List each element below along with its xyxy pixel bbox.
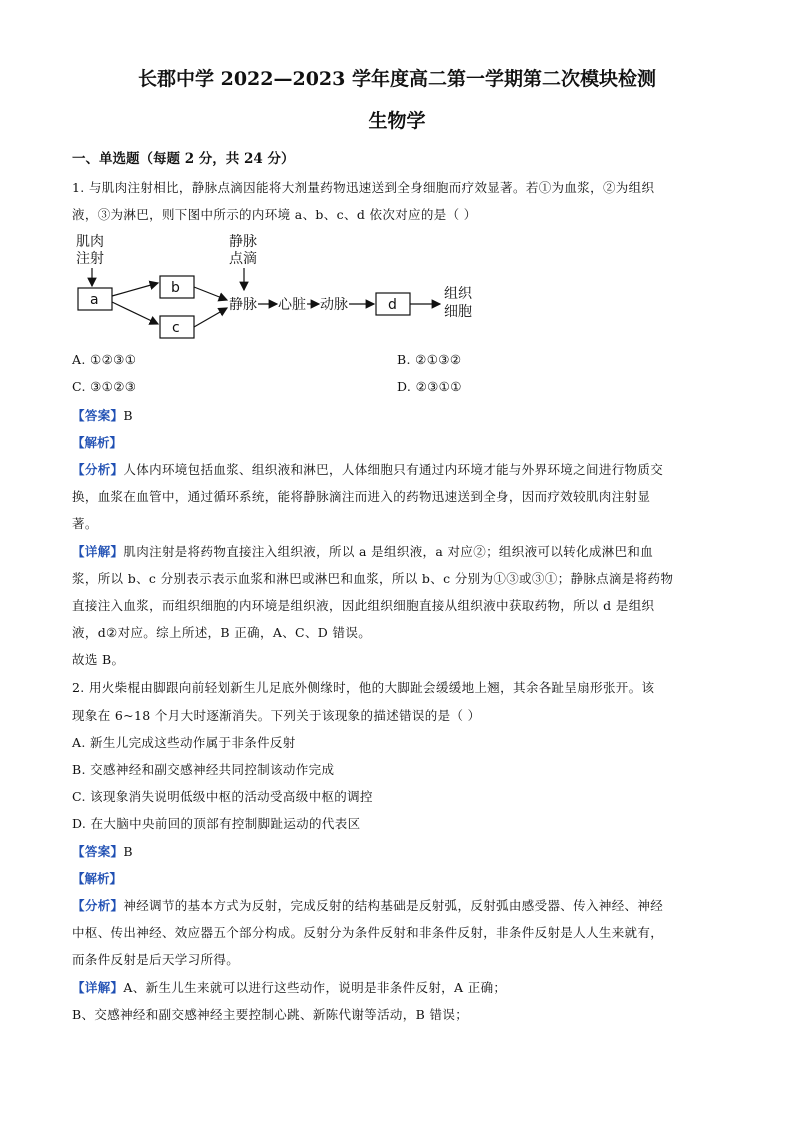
detail-tag: 【详解】 <box>72 544 124 559</box>
q1-stem-line2: 液，③为淋巴，则下图中所示的内环境 a、b、c、d 依次对应的是（ ） <box>72 207 477 222</box>
q1-detail-line1 <box>72 542 653 560</box>
answer-value: B <box>123 844 133 859</box>
q1-fenxi-line2: 换，血浆在血管中，通过循环系统，能将静脉滴注而进入的药物迅速送到全身，因而疗效较肌肉注射显 <box>72 489 651 504</box>
detail-text: 肌肉注射是将药物直接注入组织液，所以 a 是组织液，a 对应②；组织液可以转化成淋巴和血 <box>123 544 654 559</box>
box-b-label: b <box>171 280 180 296</box>
diagram-tissue-2: 细胞 <box>444 304 472 320</box>
answer-value: B <box>123 408 133 423</box>
detail-text: A、新生儿生来就可以进行这些动作，说明是非条件反射，A 正确； <box>123 980 507 995</box>
q1-detail-line3: 直接注入血浆，而组织细胞的内环境是组织液，因此组织细胞直接从组织液中获取药物，所以 d 是组织 <box>72 598 655 613</box>
q2-option-b: B. 交感神经和副交感神经共同控制该动作完成 <box>72 762 335 777</box>
diagram-artery: 动脉 <box>320 297 348 313</box>
answer-tag: 【答案】 <box>72 844 124 859</box>
q1-answer <box>72 406 133 424</box>
subject-title: 生物学 <box>368 110 426 132</box>
q2-fenxi-line2: 中枢、传出神经、效应器五个部分构成。反射分为条件反射和非条件反射，非条件反射是人人生来就有， <box>72 925 664 940</box>
diagram-label-iv-1: 静脉 <box>229 234 257 250</box>
q2-answer <box>72 842 133 860</box>
q1-option-a: A. ①②③① <box>72 352 137 367</box>
q1-option-d: D. ②③①① <box>397 379 462 394</box>
q2-fenxi-line3: 而条件反射是后天学习所得。 <box>72 952 240 967</box>
detail-tag: 【详解】 <box>72 980 124 995</box>
q1-conclusion: 故选 B。 <box>72 652 125 667</box>
diagram-vein: 静脉 <box>229 297 257 313</box>
box-a-label: a <box>90 292 99 308</box>
box-c-label: c <box>172 320 180 336</box>
q2-detail-line2: B、交感神经和副交感神经主要控制心跳、新陈代谢等活动，B 错误； <box>72 1007 469 1022</box>
answer-tag: 【答案】 <box>72 408 124 423</box>
q1-detail-line4: 液，d②对应。综上所述，B 正确，A、C、D 错误。 <box>72 625 372 640</box>
q1-option-b: B. ②①③② <box>397 352 462 367</box>
q2-stem-line2: 现象在 6~18 个月大时逐渐消失。下列关于该现象的描述错误的是（ ） <box>72 708 481 723</box>
q2-option-a: A. 新生儿完成这些动作属于非条件反射 <box>72 735 296 750</box>
q2-stem-line1: 2. 用火柴棍由脚跟向前轻划新生儿足底外侧缘时，他的大脚趾会缓缓地上翘，其余各趾呈扇形张开。该 <box>72 680 655 695</box>
q2-detail-line1 <box>72 978 506 996</box>
section-heading: 一、单选题（每题 2 分，共 24 分） <box>72 151 295 167</box>
q1-detail-line2: 浆，所以 b、c 分别表示表示血浆和淋巴或淋巴和血浆，所以 b、c 分别为①③或③①；静脉点滴是将药物 <box>72 571 674 586</box>
fenxi-text: 神经调节的基本方式为反射，完成反射的结构基础是反射弧，反射弧由感受器、传入神经、神经 <box>123 898 664 913</box>
q1-option-c: C. ③①②③ <box>72 379 137 394</box>
page-title: 长郡中学 2022—2023 学年度高二第一学期第二次模块检测 <box>138 68 656 90</box>
arrow-a-to-c <box>112 302 158 324</box>
arrow-a-to-b <box>112 283 158 296</box>
fenxi-tag: 【分析】 <box>72 462 124 477</box>
arrow-c-to-vein <box>194 308 227 327</box>
q1-fenxi-line1 <box>72 460 663 478</box>
fenxi-tag: 【分析】 <box>72 898 124 913</box>
box-d-label: d <box>388 297 397 313</box>
q2-option-c: C. 该现象消失说明低级中枢的活动受高级中枢的调控 <box>72 789 373 804</box>
q2-fenxi-line1 <box>72 896 663 914</box>
q1-fenxi-line3: 著。 <box>72 516 98 531</box>
fenxi-text: 人体内环境包括血浆、组织液和淋巴，人体细胞只有通过内环境才能与外界环境之间进行物质交 <box>123 462 664 477</box>
diagram-label-intramuscular-2: 注射 <box>76 251 104 267</box>
q1-stem-line1: 1. 与肌肉注射相比，静脉点滴因能将大剂量药物迅速送到全身细胞而疗效显著。若①为血浆，②为组织 <box>72 180 655 195</box>
q2-analysis-tag: 【解析】 <box>72 871 123 886</box>
arrow-b-to-vein <box>194 287 227 300</box>
diagram-tissue-1: 组织 <box>444 286 472 302</box>
diagram-label-iv-2: 点滴 <box>229 251 257 267</box>
diagram-label-intramuscular-1: 肌肉 <box>76 234 104 250</box>
diagram-heart: 心脏 <box>278 297 306 313</box>
q2-option-d: D. 在大脑中央前回的顶部有控制脚趾运动的代表区 <box>72 816 361 831</box>
q1-diagram <box>72 228 492 348</box>
q1-analysis-tag: 【解析】 <box>72 435 123 450</box>
